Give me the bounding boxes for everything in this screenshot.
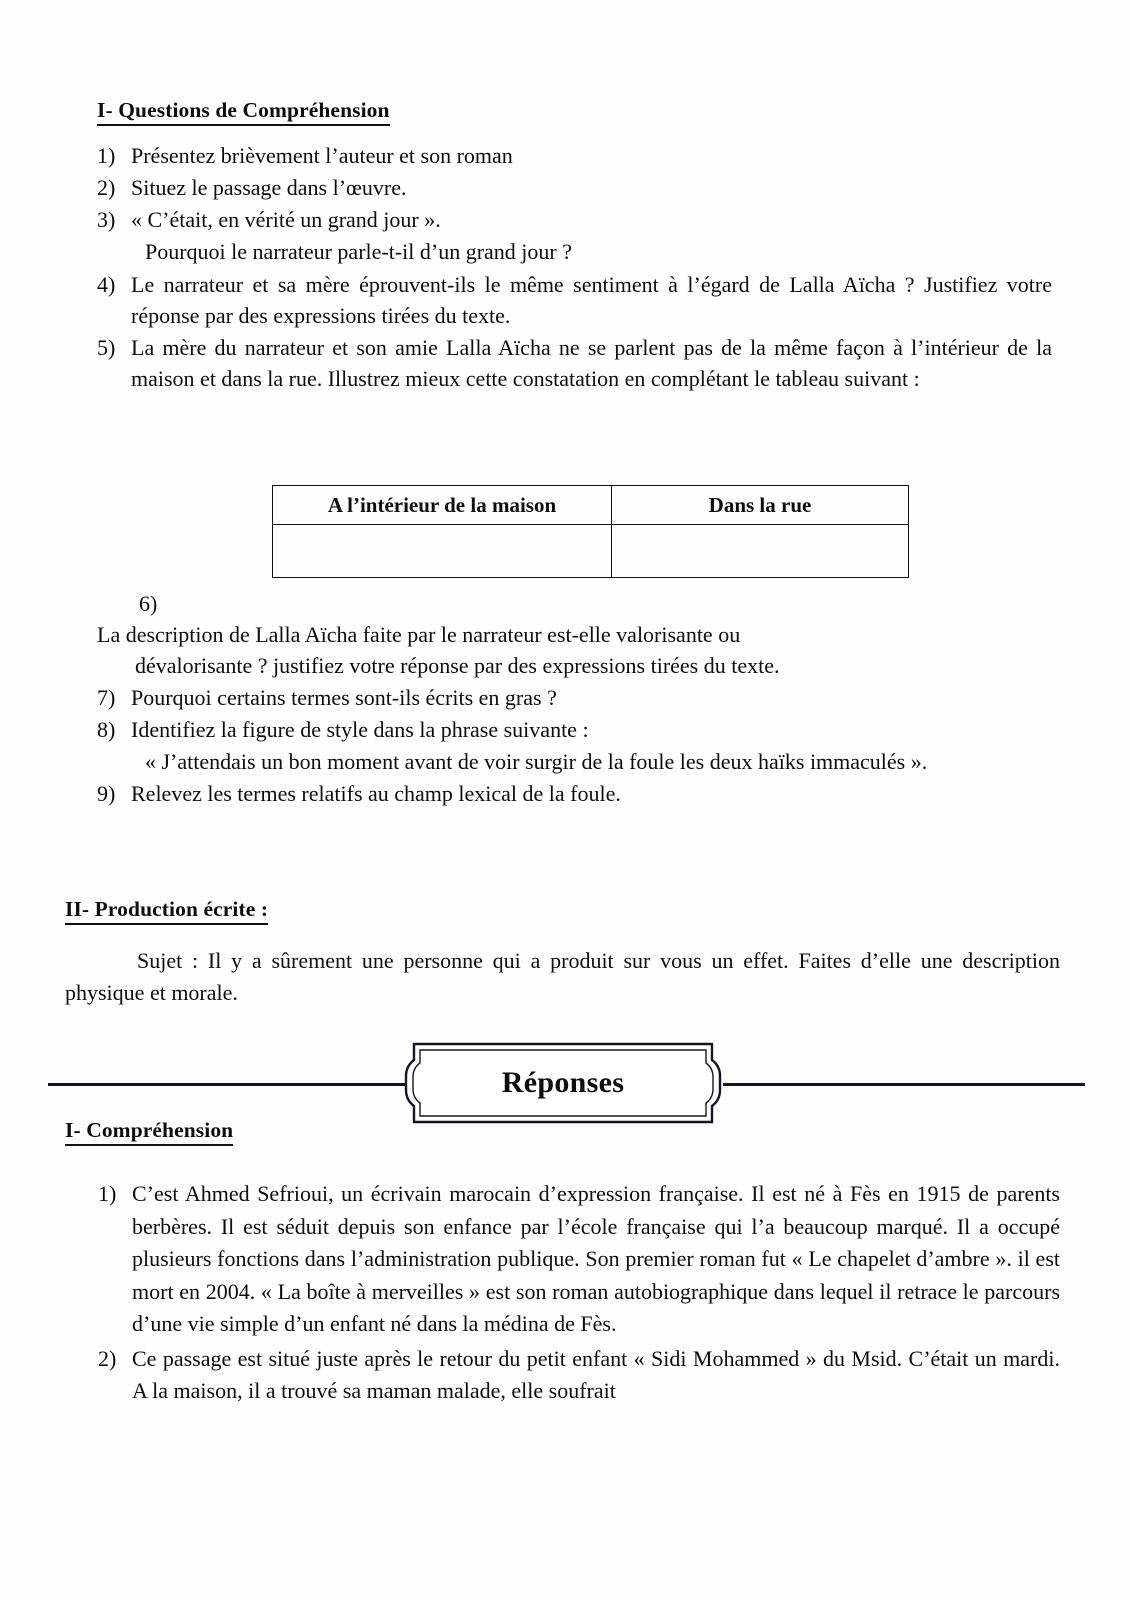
question-text: « C’était, en vérité un grand jour ». [131,207,441,233]
production-section-heading [65,897,1060,925]
question-number: 3) [97,207,116,233]
production-line-1: Sujet : Il y a sûrement une personne qui a produit sur vous un effet. Faites d’elle [137,947,911,973]
question-number: 8) [97,716,116,742]
question-number: 1) [97,142,116,168]
questions-list-tail [97,588,1052,811]
table-header-cell-inside-house: A l’intérieur de la maison [273,486,612,525]
banner-cartouche-frame [398,1040,728,1126]
question-number: 2) [97,174,116,200]
question-text: Présentez brièvement l’auteur et son roman [131,142,513,168]
answer-text: Ce passage est situé juste après le retour du petit enfant « Sidi Mohammed » du Msid. C’était un mardi. A la maison, il a trouvé sa maman malade, elle soufrait [132,1345,1060,1404]
question-3-subline: Pourquoi le narrateur parle-t-il d’un grand jour ? [145,239,573,265]
production-subject-paragraph [65,945,1060,1009]
question-number: 7) [97,684,116,710]
table-header-row [273,486,909,525]
question-text: Pourquoi certains termes sont-ils écrits en gras ? [131,684,557,710]
question-6-line-2: dévalorisante ? justifiez votre réponse par des expressions tirées du texte. [135,653,780,679]
production-heading-text: II- Production écrite : [65,897,268,925]
question-item-4 [97,269,1052,331]
question-text: La mère du narrateur et son amie Lalla Aïcha ne se parlent pas de la même façon à l’intérieur de la maison et dans la rue. Illustrez mieux cette constatation en complétant le tableau suivant : [131,335,1052,392]
question-item-1 [97,140,1052,171]
question-item-5 [97,332,1052,394]
question-text: Relevez les termes relatifs au champ lexical de la foule. [131,781,621,807]
question-number: 4) [97,271,116,297]
reponses-banner [48,1040,1085,1126]
comprehension-section-heading [65,1118,1065,1146]
question-number: 5) [97,335,116,361]
banner-rule-left [48,1083,410,1086]
question-item-6-text [97,619,1052,681]
answer-number: 2) [98,1345,117,1371]
question-text: Situez le passage dans l’œuvre. [131,174,407,200]
question-item-8 [97,714,1052,745]
question-8-quote: « J’attendais un bon moment avant de voir surgir de la foule les deux haïks immaculés ». [145,749,928,775]
questions-section [97,98,1052,396]
questions-list [97,140,1052,395]
table-header-cell-in-street: Dans la rue [612,486,909,525]
question-item-2 [97,172,1052,203]
question-text: Identifiez la figure de style dans la phrase suivante : [131,716,589,742]
question-6-line-1: La description de Lalla Aïcha faite par le narrateur est-elle valorisante ou [97,622,741,648]
questions-heading-text: I- Questions de Compréhension [97,98,390,126]
answers-list [98,1178,1060,1410]
question-item-7 [97,682,1052,713]
table-cell-in-street[interactable] [612,525,909,578]
question-item-6-number: 6) [139,591,158,616]
banner-rule-right [723,1083,1085,1086]
table-cell-inside-house[interactable] [273,525,612,578]
answer-number: 1) [98,1181,117,1206]
answer-item-1 [98,1178,1060,1341]
answer-text: C’est Ahmed Sefrioui, un écrivain marocain d’expression française. Il est né à Fès en 1915 de parents berbères. Il est séduit depuis son enfance par l’école française qui l’a beaucoup marqué. Il a occupé plusieurs fonctions dans l’administration publique. Son premier roman fut « Le chapelet d’ambre ». il est mort en 2004. « La boîte à merveilles » est son roman autobiographique dans lequel il retrace le parcours d’une vie simple d’un enfant né dans la médina de Fès. [132,1181,1060,1337]
question-item-3 [97,204,1052,235]
banner-label: Réponses [501,1066,625,1099]
answer-item-2 [98,1343,1060,1408]
table-row [273,525,909,578]
questions-section-heading [97,98,1052,126]
production-line-2: une description physique et morale. [65,947,1060,1005]
question-text: Le narrateur et sa mère éprouvent-ils le même sentiment à l’égard de Lalla Aïcha ? Justifiez votre réponse par des expressions tirées du texte. [131,271,1052,328]
question-number: 9) [97,781,116,807]
comparison-table [272,485,909,578]
production-ecrite-section [65,897,1060,1009]
question-item-9 [97,778,1052,809]
comprehension-heading-text: I- Compréhension [65,1118,233,1146]
